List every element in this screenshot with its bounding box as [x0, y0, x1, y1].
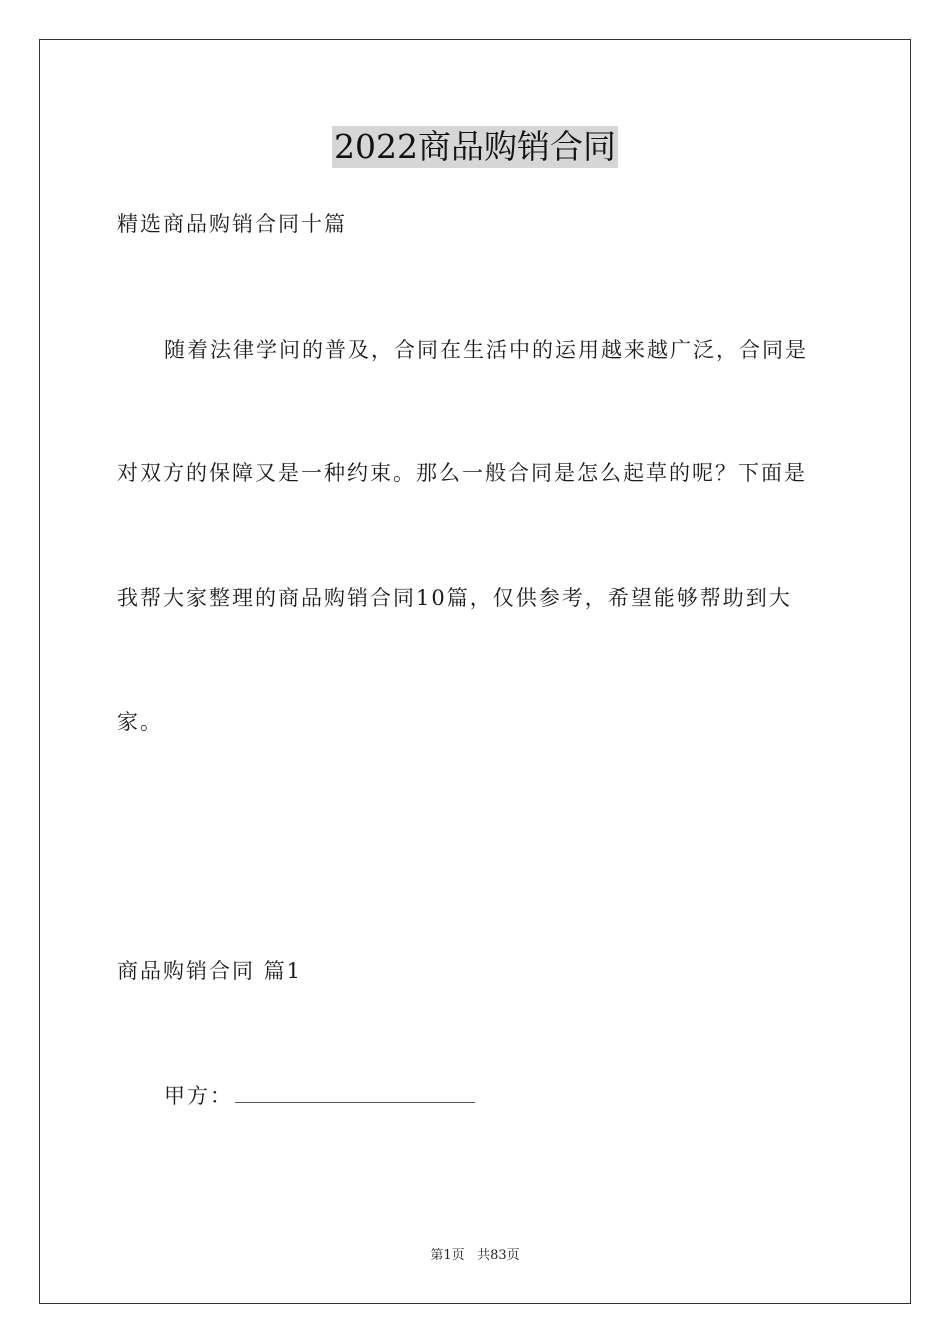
intro-line-1: 随着法律学问的普及，合同在生活中的运用越来越广泛，合同是 — [164, 338, 808, 362]
document-subtitle: 精选商品购销合同十篇 — [117, 212, 347, 236]
title-container — [0, 126, 950, 168]
page-current: 第1页 — [430, 1248, 465, 1263]
intro-line-4: 家。 — [117, 710, 163, 734]
party-a-blank-field[interactable] — [235, 1082, 475, 1103]
party-a-row — [164, 1082, 475, 1110]
intro-line-2: 对双方的保障又是一种约束。那么一般合同是怎么起草的呢？下面是 — [117, 461, 807, 485]
intro-line-3: 我帮大家整理的商品购销合同10篇，仅供参考，希望能够帮助到大 — [117, 586, 792, 610]
page-footer — [0, 1247, 950, 1265]
party-a-label: 甲方： — [164, 1084, 233, 1108]
page-total: 共83页 — [477, 1248, 520, 1263]
section-heading: 商品购销合同 篇1 — [117, 959, 303, 983]
document-title: 2022商品购销合同 — [334, 127, 616, 166]
